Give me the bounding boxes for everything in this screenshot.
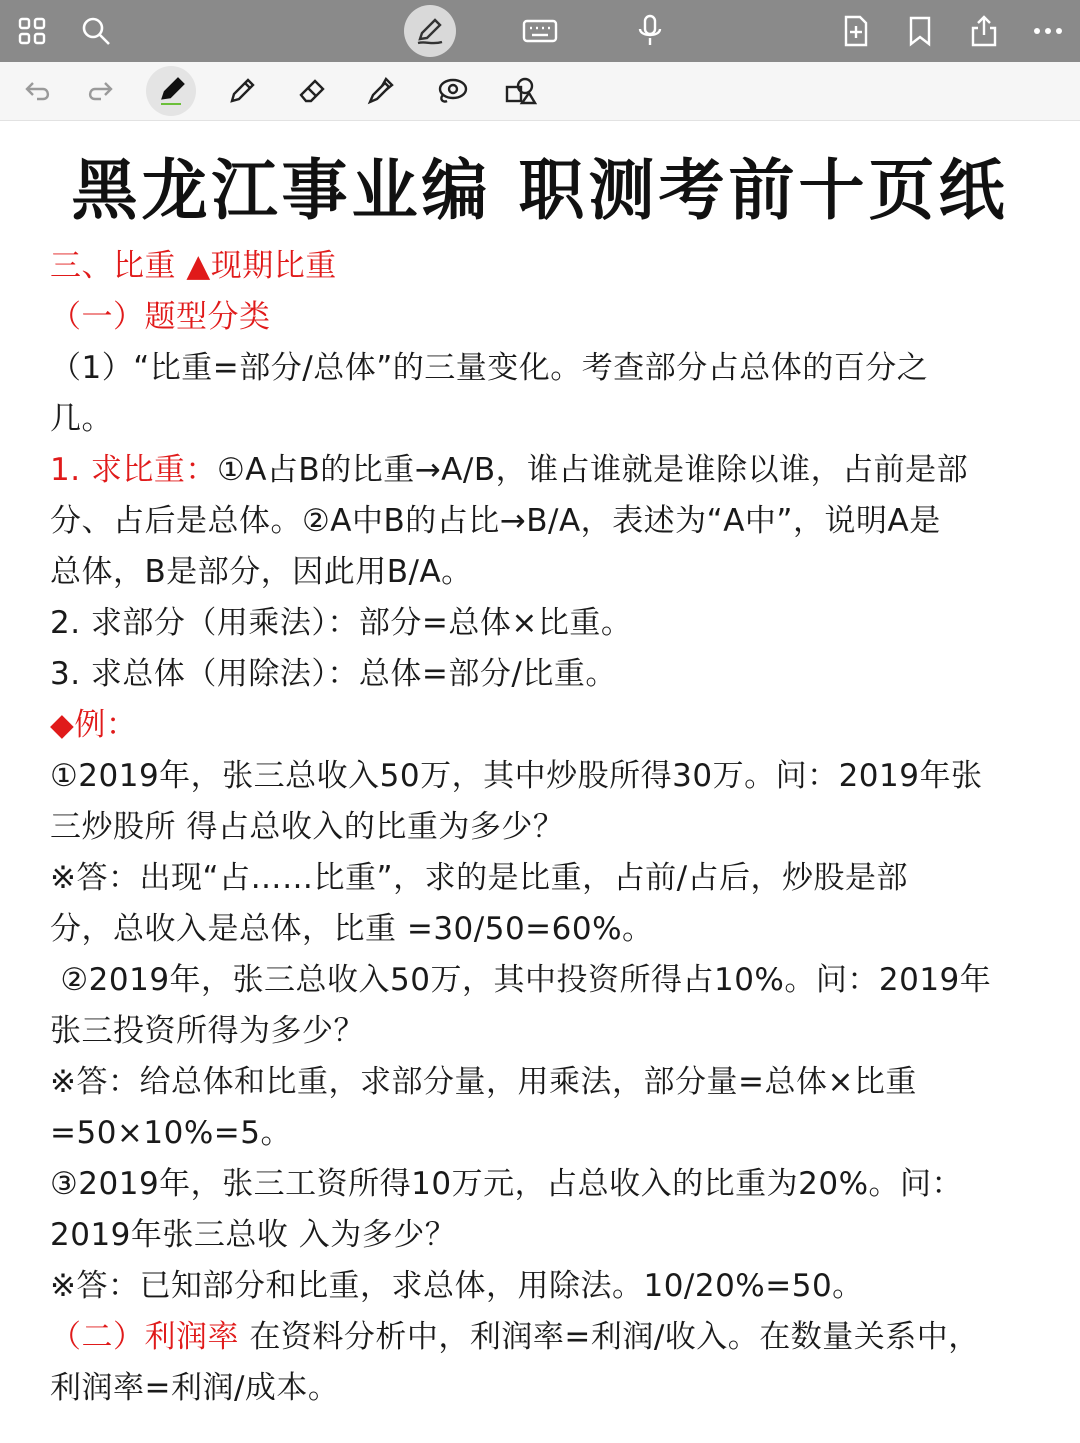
- undo-icon[interactable]: [16, 69, 60, 113]
- text-line: ①2019年，张三总收入50万，其中炒股所得30万。问：2019年张: [50, 758, 983, 794]
- section-heading: 三、比重 ▲现期比重: [50, 248, 337, 284]
- grid-icon[interactable]: [10, 9, 54, 53]
- fountain-pen-icon[interactable]: [149, 69, 193, 113]
- text-line: ※答：已知部分和比重，求总体，用除法。10/20%=50。: [50, 1268, 864, 1304]
- microphone-icon[interactable]: [628, 9, 672, 53]
- text-line: 3. 求总体（用除法）：总体=部分/比重。: [50, 656, 617, 692]
- subsection-text: 在资料分析中，利润率=利润/收入。在数量关系中，: [239, 1319, 980, 1355]
- text-line: =50×10%=5。: [50, 1115, 292, 1151]
- item-text: ①A占B的比重→A/B，谁占谁就是谁除以谁，占前是部: [216, 452, 969, 488]
- pen-mode-icon[interactable]: [404, 5, 456, 57]
- text-line: 三炒股所 得占总收入的比重为多少？: [50, 809, 565, 845]
- text-line: [50, 1312, 1030, 1363]
- subsection-heading: （一）题型分类: [50, 299, 271, 335]
- text-line: 分，总收入是总体，比重 =30/50=60%。: [50, 911, 654, 947]
- subsection-label: （二）利润率: [50, 1319, 239, 1355]
- example-label: ◆例：: [50, 707, 138, 743]
- text-line: 几。: [50, 401, 113, 437]
- text-line: 分、占后是总体。②A中B的占比→B/A，表述为“A中”，说明A是: [50, 503, 941, 539]
- text-line: ②2019年，张三总收入50万，其中投资所得占10%。问：2019年: [50, 962, 992, 998]
- tools-bar: [0, 62, 1080, 121]
- share-icon[interactable]: [962, 9, 1006, 53]
- page-title: 黑龙江事业编 职测考前十页纸: [71, 152, 1009, 229]
- text-line: 2019年张三总收 入为多少？: [50, 1217, 457, 1253]
- text-line: 利润率=利润/成本。: [50, 1370, 340, 1406]
- text-line: ※答：出现“占……比重”，求的是比重，占前/占后，炒股是部: [50, 860, 909, 896]
- keyboard-icon[interactable]: [518, 9, 562, 53]
- text-line: 2. 求部分（用乘法）：部分=总体×比重。: [50, 605, 633, 641]
- text-line: 张三投资所得为多少？: [50, 1013, 365, 1049]
- more-icon[interactable]: [1026, 9, 1070, 53]
- pencil-icon[interactable]: [220, 69, 264, 113]
- top-app-bar: [0, 0, 1080, 62]
- highlighter-icon[interactable]: [358, 69, 402, 113]
- lasso-icon[interactable]: [430, 69, 474, 113]
- document-page: [0, 141, 1080, 1414]
- text-line: ③2019年，张三工资所得10万元，占总收入的比重为20%。问：: [50, 1166, 964, 1202]
- text-line: ※答：给总体和比重，求部分量，用乘法，部分量=总体×比重: [50, 1064, 917, 1100]
- item-label: 1. 求比重：: [50, 452, 217, 488]
- search-icon[interactable]: [74, 9, 118, 53]
- text-line: （1）“比重=部分/总体”的三量变化。考查部分占总体的百分之: [50, 350, 929, 386]
- add-page-icon[interactable]: [834, 9, 878, 53]
- redo-icon[interactable]: [78, 69, 122, 113]
- shapes-icon[interactable]: [498, 69, 542, 113]
- eraser-icon[interactable]: [290, 69, 334, 113]
- text-line: [50, 445, 1030, 496]
- bookmark-icon[interactable]: [898, 9, 942, 53]
- text-line: 总体，B是部分，因此用B/A。: [50, 554, 473, 590]
